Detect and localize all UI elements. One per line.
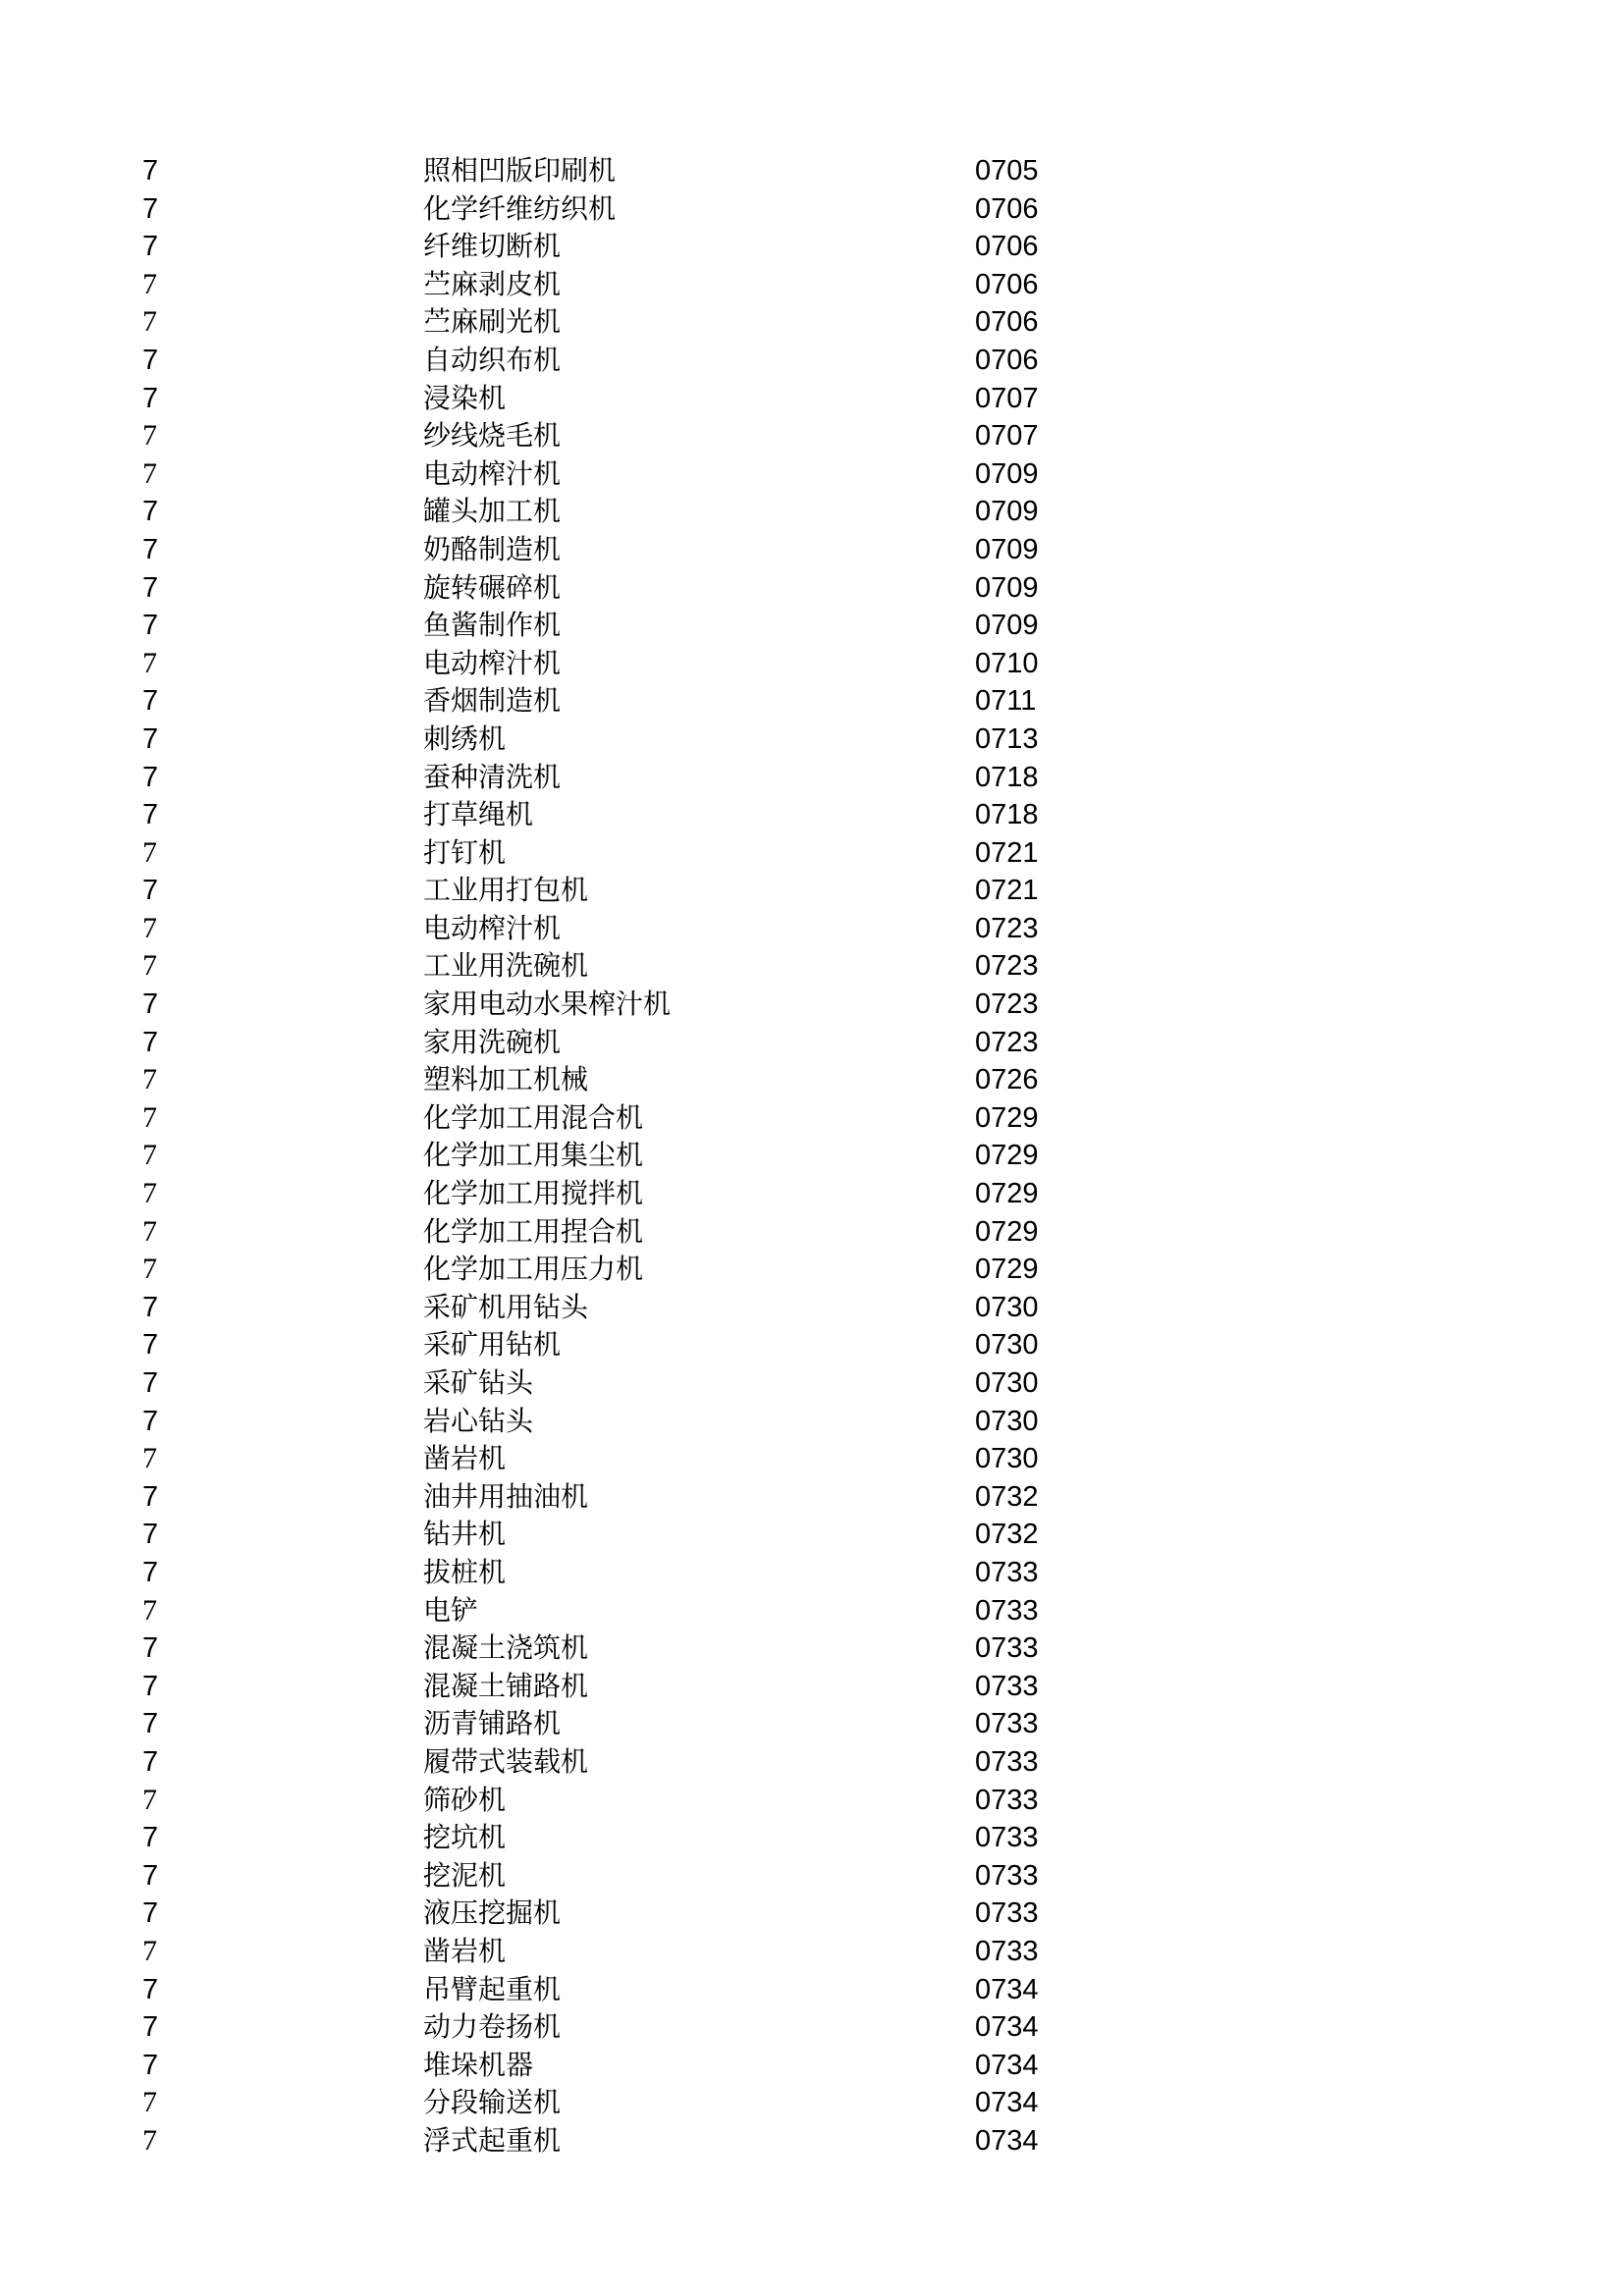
class-number: 7: [142, 1367, 159, 1399]
group-code: 0718: [975, 799, 1039, 831]
goods-name: 打草绳机: [423, 798, 534, 831]
group-code: 0733: [975, 1556, 1039, 1588]
group-code: 0733: [975, 1745, 1039, 1778]
group-code: 0706: [975, 268, 1039, 300]
goods-name: 家用电动水果榨汁机: [423, 988, 672, 1021]
class-number: 7: [142, 344, 159, 376]
group-code: 0705: [975, 155, 1039, 187]
goods-name: 采矿用钻机: [423, 1328, 562, 1362]
goods-name: 动力卷扬机: [423, 2010, 562, 2044]
class-number: 7: [142, 571, 159, 604]
group-code: 0709: [975, 457, 1039, 490]
list-row: [0, 834, 1624, 873]
list-row: [0, 2047, 1624, 2085]
goods-name: 钻井机: [423, 1518, 507, 1551]
class-number: 7: [142, 1214, 157, 1248]
list-row: [0, 1251, 1624, 1289]
goods-name: 分段输送机: [423, 2086, 562, 2119]
group-code: 0709: [975, 610, 1039, 642]
group-code: 0734: [975, 2011, 1039, 2044]
class-number: 7: [142, 267, 157, 300]
list-row: [0, 569, 1624, 608]
class-number: 7: [142, 1026, 159, 1058]
goods-name: 罐头加工机: [423, 495, 562, 528]
group-code: 0729: [975, 1254, 1039, 1286]
class-number: 7: [142, 2049, 159, 2081]
list-row: [0, 682, 1624, 721]
list-row: [0, 1705, 1624, 1743]
list-row: [0, 1403, 1624, 1441]
class-number: 7: [142, 1177, 157, 1210]
group-code: 0723: [975, 912, 1039, 944]
goods-name: 奶酪制造机: [423, 532, 562, 565]
group-code: 0733: [975, 1632, 1039, 1665]
goods-name: 液压挖掘机: [423, 1896, 562, 1930]
group-code: 0729: [975, 1215, 1039, 1248]
goods-name: 刺绣机: [423, 721, 507, 755]
class-number: 7: [142, 382, 159, 414]
list-row: [0, 1364, 1624, 1403]
group-code: 0723: [975, 988, 1039, 1021]
class-number: 7: [142, 1745, 159, 1778]
list-row: [0, 1175, 1624, 1213]
class-number: 7: [142, 305, 157, 339]
list-row: [0, 2084, 1624, 2122]
class-number: 7: [142, 155, 159, 187]
class-number: 7: [142, 799, 159, 831]
goods-name: 工业用打包机: [423, 874, 589, 907]
group-code: 0733: [975, 1784, 1039, 1816]
goods-name: 旋转碾碎机: [423, 570, 562, 604]
list-row: [0, 152, 1624, 190]
class-number: 7: [142, 646, 157, 679]
list-row: [0, 303, 1624, 342]
goods-list: [0, 152, 1624, 2160]
group-code: 0730: [975, 1405, 1039, 1437]
group-code: 0707: [975, 420, 1039, 453]
class-number: 7: [142, 1556, 159, 1588]
goods-name: 化学纤维纺织机: [423, 191, 617, 225]
group-code: 0734: [975, 2124, 1039, 2157]
goods-name: 蚕种清洗机: [423, 760, 562, 793]
list-row: [0, 1137, 1624, 1175]
list-row: [0, 1592, 1624, 1630]
list-row: [0, 342, 1624, 380]
goods-name: 筛砂机: [423, 1783, 507, 1816]
goods-name: 拔桩机: [423, 1555, 507, 1588]
goods-name: 香烟制造机: [423, 684, 562, 718]
goods-name: 混凝土铺路机: [423, 1669, 589, 1702]
group-code: 0709: [975, 571, 1039, 604]
list-row: [0, 1024, 1624, 1062]
class-number: 7: [142, 2086, 157, 2119]
list-row: [0, 1099, 1624, 1138]
goods-name: 化学加工用压力机: [423, 1253, 644, 1286]
class-number: 7: [142, 722, 159, 755]
list-row: [0, 759, 1624, 797]
class-number: 7: [142, 456, 157, 490]
class-number: 7: [142, 2011, 159, 2044]
class-number: 7: [142, 1100, 157, 1134]
class-number: 7: [142, 419, 157, 453]
goods-name: 沥青铺路机: [423, 1707, 562, 1740]
class-number: 7: [142, 1519, 159, 1551]
list-row: [0, 1933, 1624, 1971]
class-number: 7: [142, 231, 159, 263]
group-code: 0733: [975, 1670, 1039, 1702]
goods-name: 化学加工用集尘机: [423, 1139, 644, 1172]
list-row: [0, 796, 1624, 834]
class-number: 7: [142, 1934, 157, 1967]
goods-name: 吊臂起重机: [423, 1972, 562, 2005]
class-number: 7: [142, 192, 159, 225]
list-row: [0, 910, 1624, 948]
list-row: [0, 455, 1624, 494]
class-number: 7: [142, 1897, 159, 1930]
goods-name: 鱼酱制作机: [423, 609, 562, 642]
group-code: 0706: [975, 344, 1039, 376]
goods-name: 化学加工用捏合机: [423, 1214, 644, 1248]
list-row: [0, 531, 1624, 569]
class-number: 7: [142, 1063, 157, 1096]
goods-name: 挖泥机: [423, 1858, 507, 1892]
class-number: 7: [142, 1859, 159, 1892]
list-row: [0, 1516, 1624, 1554]
group-code: 0707: [975, 382, 1039, 414]
group-code: 0734: [975, 2049, 1039, 2081]
class-number: 7: [142, 1480, 159, 1513]
group-code: 0721: [975, 836, 1039, 869]
class-number: 7: [142, 1632, 159, 1665]
class-number: 7: [142, 2123, 157, 2157]
goods-name: 工业用洗碗机: [423, 949, 589, 983]
class-number: 7: [142, 1708, 159, 1740]
class-number: 7: [142, 1329, 159, 1362]
group-code: 0733: [975, 1897, 1039, 1930]
goods-name: 凿岩机: [423, 1934, 507, 1967]
group-code: 0733: [975, 1859, 1039, 1892]
goods-name: 电动榨汁机: [423, 456, 562, 490]
goods-name: 履带式装载机: [423, 1744, 589, 1778]
list-row: [0, 228, 1624, 266]
goods-name: 家用洗碗机: [423, 1025, 562, 1058]
list-row: [0, 2122, 1624, 2161]
goods-name: 化学加工用搅拌机: [423, 1177, 644, 1210]
group-code: 0729: [975, 1101, 1039, 1134]
list-row: [0, 872, 1624, 910]
group-code: 0730: [975, 1329, 1039, 1362]
goods-name: 纤维切断机: [423, 230, 562, 263]
class-number: 7: [142, 988, 159, 1021]
list-row: [0, 1819, 1624, 1857]
group-code: 0729: [975, 1140, 1039, 1172]
class-number: 7: [142, 533, 159, 565]
class-number: 7: [142, 1291, 159, 1323]
group-code: 0713: [975, 722, 1039, 755]
group-code: 0726: [975, 1064, 1039, 1096]
goods-name: 浮式起重机: [423, 2123, 562, 2157]
class-number: 7: [142, 761, 159, 793]
list-row: [0, 1743, 1624, 1782]
goods-name: 堆垛机器: [423, 2048, 534, 2081]
class-number: 7: [142, 1973, 159, 2005]
group-code: 0706: [975, 192, 1039, 225]
list-row: [0, 645, 1624, 683]
list-row: [0, 1326, 1624, 1364]
goods-name: 苎麻剥皮机: [423, 267, 562, 300]
group-code: 0734: [975, 2087, 1039, 2119]
group-code: 0733: [975, 1708, 1039, 1740]
class-number: 7: [142, 875, 159, 907]
group-code: 0723: [975, 950, 1039, 983]
class-number: 7: [142, 685, 159, 718]
group-code: 0723: [975, 1026, 1039, 1058]
goods-name: 采矿钻头: [423, 1366, 534, 1399]
goods-name: 混凝土浇筑机: [423, 1631, 589, 1665]
group-code: 0730: [975, 1291, 1039, 1323]
group-code: 0709: [975, 496, 1039, 528]
list-row: [0, 190, 1624, 229]
group-code: 0709: [975, 533, 1039, 565]
group-code: 0732: [975, 1519, 1039, 1551]
class-number: 7: [142, 1139, 157, 1172]
list-row: [0, 1478, 1624, 1517]
group-code: 0711: [975, 685, 1037, 718]
class-number: 7: [142, 1822, 159, 1854]
list-row: [0, 2008, 1624, 2047]
group-code: 0706: [975, 231, 1039, 263]
class-number: 7: [142, 1442, 157, 1475]
list-row: [0, 1629, 1624, 1668]
list-row: [0, 1668, 1624, 1706]
group-code: 0732: [975, 1480, 1039, 1513]
class-number: 7: [142, 496, 159, 528]
goods-name: 挖坑机: [423, 1821, 507, 1854]
group-code: 0730: [975, 1367, 1039, 1399]
group-code: 0729: [975, 1178, 1039, 1210]
class-number: 7: [142, 1253, 157, 1286]
class-number: 7: [142, 1593, 157, 1627]
goods-name: 电铲: [423, 1593, 479, 1627]
group-code: 0734: [975, 1973, 1039, 2005]
list-row: [0, 380, 1624, 418]
goods-name: 凿岩机: [423, 1442, 507, 1475]
goods-name: 纱线烧毛机: [423, 419, 562, 453]
goods-name: 浸染机: [423, 381, 507, 414]
class-number: 7: [142, 1783, 157, 1816]
goods-name: 采矿机用钻头: [423, 1290, 589, 1323]
goods-name: 电动榨汁机: [423, 911, 562, 944]
class-number: 7: [142, 949, 157, 983]
goods-name: 自动织布机: [423, 343, 562, 376]
list-row: [0, 986, 1624, 1024]
class-number: 7: [142, 1405, 159, 1437]
goods-name: 岩心钻头: [423, 1404, 534, 1437]
list-row: [0, 1971, 1624, 2009]
goods-name: 照相凹版印刷机: [423, 154, 617, 187]
goods-name: 化学加工用混合机: [423, 1100, 644, 1134]
group-code: 0730: [975, 1443, 1039, 1475]
list-row: [0, 1782, 1624, 1820]
list-row: [0, 607, 1624, 645]
list-row: [0, 493, 1624, 531]
list-row: [0, 1857, 1624, 1896]
class-number: 7: [142, 1670, 159, 1702]
class-number: 7: [142, 835, 157, 869]
goods-name: 电动榨汁机: [423, 646, 562, 679]
list-row: [0, 1289, 1624, 1327]
group-code: 0733: [975, 1822, 1039, 1854]
goods-name: 打钉机: [423, 835, 507, 869]
list-row: [0, 1554, 1624, 1592]
list-row: [0, 1440, 1624, 1478]
list-row: [0, 947, 1624, 986]
list-row: [0, 1895, 1624, 1933]
list-row: [0, 266, 1624, 304]
goods-name: 油井用抽油机: [423, 1479, 589, 1513]
goods-name: 苎麻刷光机: [423, 305, 562, 339]
group-code: 0733: [975, 1935, 1039, 1967]
goods-name: 塑料加工机械: [423, 1063, 589, 1096]
list-row: [0, 721, 1624, 759]
group-code: 0710: [975, 647, 1039, 679]
list-row: [0, 1213, 1624, 1252]
group-code: 0733: [975, 1594, 1039, 1627]
group-code: 0706: [975, 306, 1039, 339]
class-number: 7: [142, 911, 157, 944]
list-row: [0, 1061, 1624, 1099]
group-code: 0718: [975, 761, 1039, 793]
list-row: [0, 417, 1624, 455]
class-number: 7: [142, 610, 159, 642]
group-code: 0721: [975, 875, 1039, 907]
